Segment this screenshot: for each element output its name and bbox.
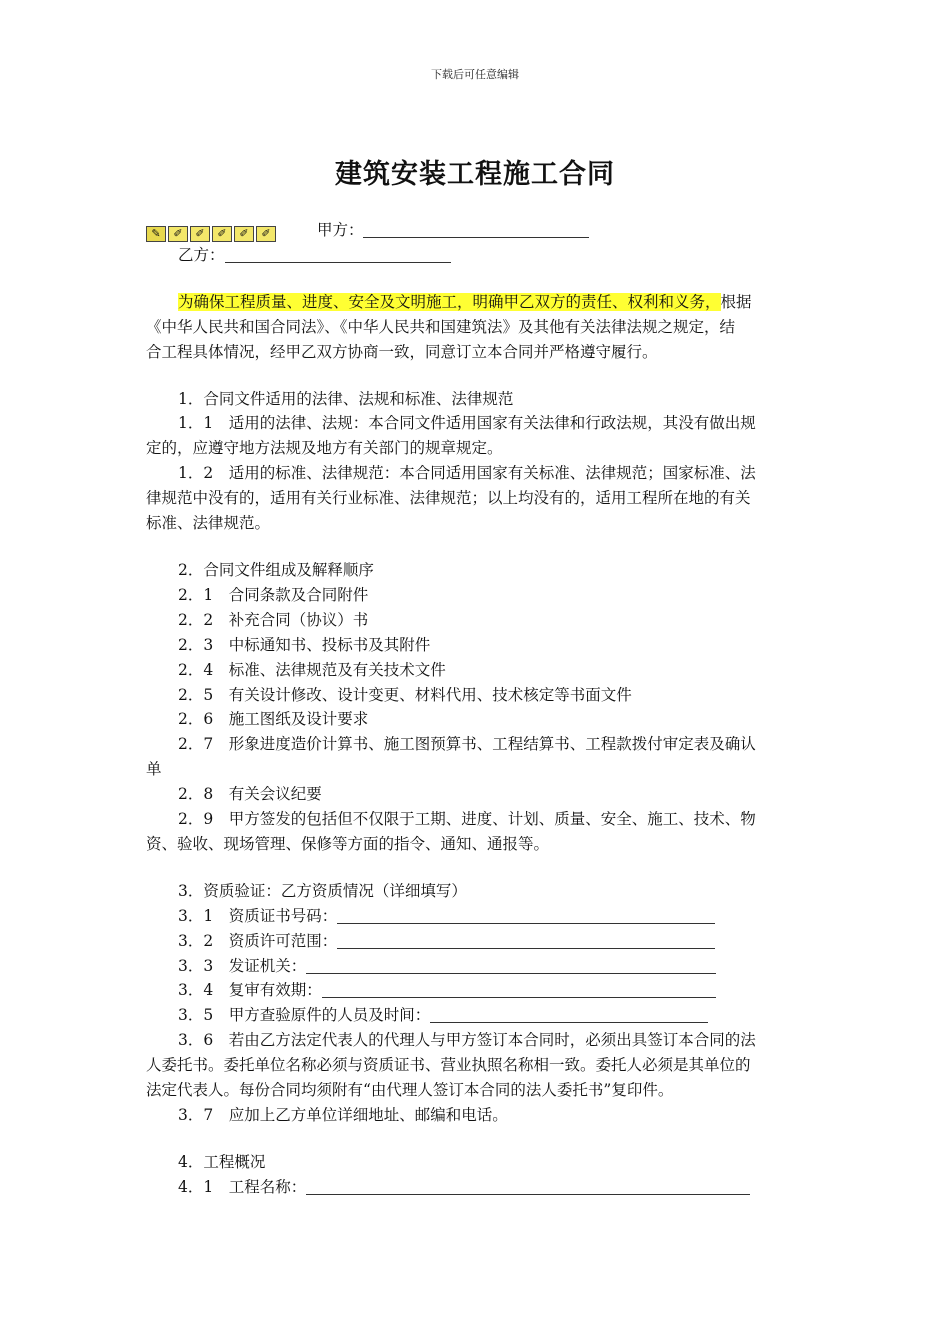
clause-2-4: 2．4 标准、法律规范及有关技术文件 [178,660,446,679]
clip-icon: ✐ [190,226,210,242]
clause-2-5: 2．5 有关设计修改、设计变更、材料代用、技术核定等书面文件 [178,685,632,704]
clause-2-7: 2．7 形象进度造价计算书、施工图预算书、工程结算书、工程款拨付审定表及确认 [178,735,756,754]
clause-2-1: 2．1 合同条款及合同附件 [178,585,369,604]
clause-2-9-cont: 资、验收、现场管理、保修等方面的指令、通知、通报等。 [146,834,550,853]
section-1-heading: 1．合同文件适用的法律、法规和标准、法律规范 [178,389,514,408]
fill-blank [306,1178,750,1195]
clause-2-7-cont: 单 [146,760,162,779]
fill-blank [430,1006,708,1023]
header-note: 下载后可任意编辑 [431,68,519,81]
clause-1-1: 1．1 适用的法律、法规：本合同文件适用国家有关法律和行政法规，其没有做出规 [178,414,756,433]
fill-blank [337,932,715,949]
intro-line-1: 为确保工程质量、进度、安全及文明施工，明确甲乙双方的责任、权利和义务，根据 [178,292,752,311]
clip-icon: ✐ [212,226,232,242]
party-a-blank [363,221,589,238]
fill-blank [337,907,715,924]
contract-body [146,218,800,1200]
clause-3-7: 3．7 应加上乙方单位详细地址、邮编和电话。 [178,1106,508,1124]
clause-3-4: 3．4 复审有效期： [146,978,800,1003]
toolbar-icon-strip [146,226,276,242]
fill-blank [306,957,716,974]
clause-3-1: 3．1 资质证书号码： [146,904,800,929]
party-a-row [146,218,800,243]
section-4-heading: 4．工程概况 [178,1152,266,1171]
clause-3-6-cont: 法定代表人。每份合同均须附有“由代理人签订本合同的法人委托书”复印件。 [146,1081,674,1100]
pen-icon: ✎ [146,226,166,242]
clip-icon: ✐ [168,226,188,242]
document-title: 建筑安装工程施工合同 [335,159,615,190]
clause-1-2: 1．2 适用的标准、法律规范：本合同适用国家有关标准、法律规范；国家标准、法 [178,464,756,483]
clause-2-8: 2．8 有关会议纪要 [178,785,322,804]
party-a-label: 甲方： [316,221,364,239]
clause-2-9: 2．9 甲方签发的包括但不仅限于工期、进度、计划、质量、安全、施工、技术、物 [178,810,756,829]
section-2-heading: 2．合同文件组成及解释顺序 [178,560,374,579]
clause-2-3: 2．3 中标通知书、投标书及其附件 [178,635,431,654]
clause-3-6-cont: 人委托书。委托单位名称必须与资质证书、营业执照名称相一致。委托人必须是其单位的 [146,1056,751,1075]
clip-icon: ✐ [234,226,254,242]
fill-blank [322,981,716,998]
clause-1-2-cont: 标准、法律规范。 [146,514,271,533]
clause-3-3: 3．3 发证机关： [146,954,800,979]
clause-3-2: 3．2 资质许可范围： [146,929,800,954]
clause-1-1-cont: 定的，应遵守地方法规及地方有关部门的规章规定。 [146,439,503,458]
intro-line-3: 合工程具体情况，经甲乙双方协商一致，同意订立本合同并严格遵守履行。 [146,342,658,361]
section-3-heading: 3．资质验证：乙方资质情况（详细填写） [178,881,467,900]
party-b-label: 乙方： [178,245,225,264]
clip-icon: ✐ [256,226,276,242]
intro-line-2: 《中华人民共和国合同法》、《中华人民共和国建筑法》及其他有关法律法规之规定，结 [146,317,736,336]
clause-1-2-cont: 律规范中没有的，适用有关行业标准、法律规范；以上均没有的，适用工程所在地的有关 [146,489,751,508]
intro-highlight: 为确保工程质量、进度、安全及文明施工，明确甲乙双方的责任、权利和义务， [178,292,721,311]
clause-3-6: 3．6 若由乙方法定代表人的代理人与甲方签订本合同时，必须出具签订本合同的法 [178,1031,756,1050]
party-b-blank [225,246,451,263]
clause-3-5: 3．5 甲方查验原件的人员及时间： [146,1003,800,1028]
clause-4-1: 4．1 工程名称： [146,1175,800,1200]
clause-2-2: 2．2 补充合同（协议）书 [178,610,369,629]
clause-2-6: 2．6 施工图纸及设计要求 [178,710,369,729]
party-b-row [146,243,800,268]
